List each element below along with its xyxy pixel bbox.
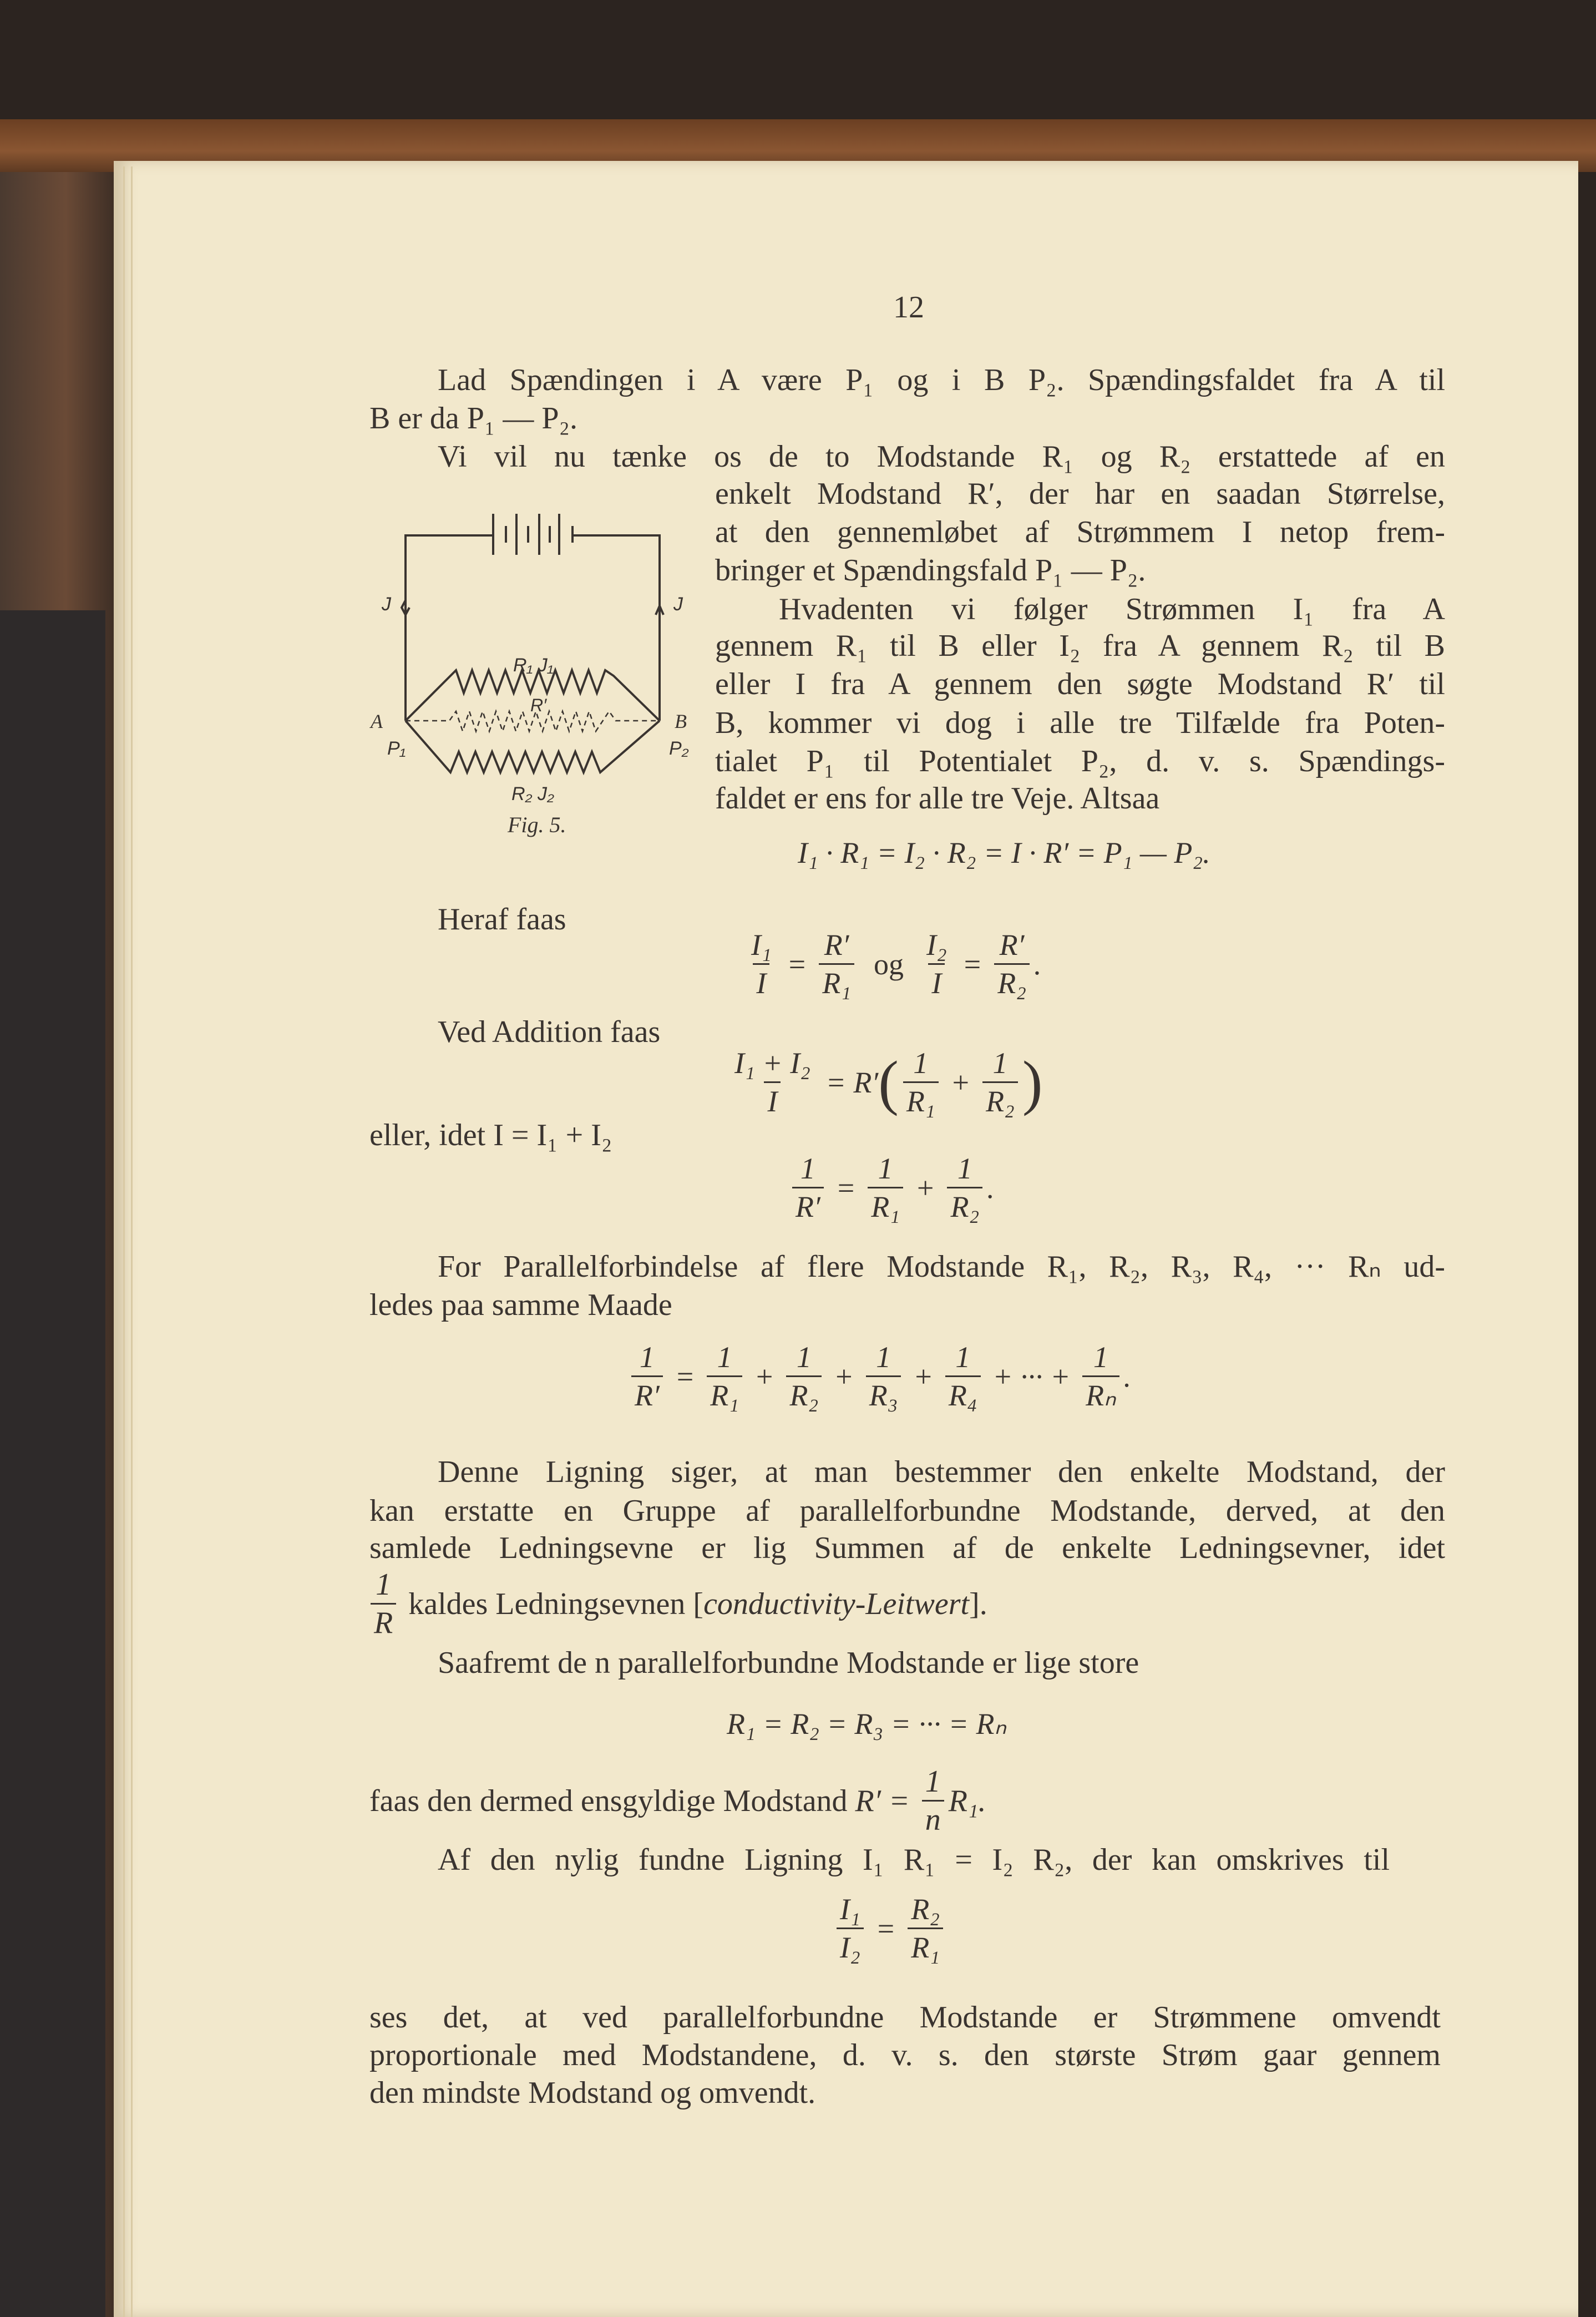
math-term: + (943, 1065, 979, 1099)
text-line: Saafremt de n parallelforbundne Modstande er lige store (438, 1646, 1139, 1680)
text-line: proportionale med Modstandene, d. v. s. den største Strøm gaar gennem (369, 2038, 1441, 2072)
label-node-a: A (371, 710, 383, 732)
text-line: eller I fra A gennem den søgte Modstand R′ til (715, 667, 1445, 701)
math-term: = (779, 947, 815, 981)
fraction (903, 1046, 939, 1119)
text-line: at den gennemløbet af Strømmem I netop frem- (715, 515, 1445, 549)
fraction-numerator: 1 (717, 1340, 732, 1374)
fraction-denominator: R₃ (866, 1375, 901, 1413)
text-run: faas den dermed ensgyldige Modstand (369, 1783, 855, 1818)
page-edge-line (123, 166, 125, 2317)
fraction-numerator: 1 (878, 1152, 893, 1185)
text-line: enkelt Modstand R′, der har en saadan Størrelse, (715, 477, 1445, 511)
fraction (707, 1340, 742, 1413)
fraction-denominator: R′ (631, 1375, 663, 1413)
fraction-numerator: 1 (639, 1340, 655, 1374)
fraction-numerator: 1 (796, 1340, 812, 1374)
equation-current-ratios (743, 928, 1041, 1000)
fraction-numerator: 1 (992, 1046, 1008, 1080)
fraction-denominator: R′ (792, 1187, 824, 1224)
math-term: + (908, 1171, 943, 1205)
fraction-numerator: I₁ (840, 1893, 860, 1926)
label-r1: R₁ J₁ (513, 655, 554, 676)
text-line: B, kommer vi dog i alle tre Tilfælde fra Poten- (715, 706, 1445, 740)
fraction (631, 1340, 663, 1413)
label-current-right: J (673, 594, 683, 615)
fraction-denominator: R₁ (707, 1375, 742, 1413)
math-term: conductivity-Leitwert (703, 1586, 970, 1621)
resistor-r2 (406, 721, 660, 772)
math-term: R₁ = R₂ = R₃ = ··· = Rₙ (727, 1707, 1007, 1741)
fraction (866, 1340, 901, 1413)
page-edge-line (131, 166, 133, 2317)
fraction (868, 1151, 903, 1224)
text-line: samlede Ledningsevne er lig Summen af de enkelte Ledningsevner, idet (369, 1531, 1445, 1565)
conductance-definition (366, 1567, 987, 1640)
fraction-numerator: 1 (800, 1152, 815, 1185)
text-run: og (858, 947, 919, 981)
fraction (923, 928, 950, 1000)
fraction (922, 1764, 944, 1837)
fraction (945, 1340, 981, 1413)
fraction (371, 1567, 396, 1640)
fraction (982, 1046, 1018, 1119)
math-term: = (667, 1359, 703, 1393)
math-term: . (987, 1171, 995, 1205)
page-number: 12 (893, 290, 924, 325)
text-line: faldet er ens for alle tre Veje. Altsaa (715, 781, 1160, 816)
circuit-diagram (355, 488, 716, 877)
fraction-numerator: R′ (999, 928, 1025, 962)
fraction-denominator: I (753, 963, 769, 1000)
figure-caption: Fig. 5. (508, 812, 566, 837)
math-term: = (954, 947, 990, 981)
fraction-denominator: R₁ (908, 1928, 943, 1965)
text-line: Af den nylig fundne Ligning I₁ R₁ = I₂ R₂, der kan omskrives til (438, 1843, 1390, 1877)
fraction-numerator: I₁ + I₂ (734, 1046, 810, 1080)
text-line: Lad Spændingen i A være P₁ og i B P₂. Spændingsfaldet fra A til (438, 363, 1445, 397)
fraction (786, 1340, 822, 1413)
text-line: B er da P₁ — P₂. (369, 401, 578, 436)
text-line: For Parallelforbindelse af flere Modstande R₁, R₂, R₃, R₄, ··· Rₙ ud- (438, 1249, 1445, 1284)
text-line: ses det, at ved parallelforbundne Modstande er Strømmene omvendt (369, 2000, 1441, 2035)
equation-two-parallel (788, 1151, 995, 1224)
fraction-denominator: I₂ (837, 1928, 864, 1965)
equation-addition (727, 1046, 1042, 1119)
fraction (908, 1892, 943, 1965)
text-line: bringer et Spændingsfald P₁ — P₂. (715, 553, 1146, 588)
fraction (748, 928, 775, 1000)
label-r-prime: R′ (530, 695, 547, 715)
text-run: kaldes Ledningsevnen [ (401, 1586, 704, 1621)
equation-equal-resistances (727, 1707, 1006, 1740)
text-line: Denne Ligning siger, at man bestemmer den enkelte Modstand, der (438, 1455, 1445, 1489)
math-term: = (828, 1171, 864, 1205)
math-term: + (905, 1359, 941, 1393)
text-line: Hvadenten vi følger Strømmen I₁ fra A (779, 592, 1445, 626)
fraction (994, 928, 1030, 1000)
battery-icon (493, 514, 572, 555)
fraction (819, 928, 854, 1000)
fraction-denominator: R₁ (819, 963, 854, 1000)
book-cover-cloth (0, 610, 105, 2317)
fraction-numerator: 1 (376, 1567, 392, 1602)
text-line: Ved Addition faas (438, 1015, 661, 1049)
math-term: + ··· + (985, 1359, 1078, 1393)
math-term: + (826, 1359, 862, 1393)
fraction-numerator: 1 (913, 1046, 929, 1080)
fraction-denominator: n (922, 1800, 944, 1837)
label-node-b: B (675, 710, 687, 732)
math-term: I₁ · R₁ = I₂ · R₂ = I · R′ = P₁ — P₂. (798, 836, 1210, 869)
fraction-numerator: R₂ (911, 1893, 940, 1926)
fraction-denominator: R₁ (868, 1187, 903, 1224)
fraction-denominator: R₂ (947, 1187, 982, 1224)
fraction-numerator: 1 (957, 1152, 972, 1185)
fraction-denominator: I (764, 1081, 781, 1119)
text-line: gennem R₁ til B eller I₂ fra A gennem R₂ til B (715, 629, 1445, 663)
fraction (731, 1046, 814, 1119)
fraction-denominator: R₄ (945, 1375, 981, 1413)
math-term: . (1123, 1359, 1132, 1393)
text-line: tialet P₁ til Potentialet P₂, d. v. s. Spændings- (715, 744, 1445, 778)
math-term: R′ = (855, 1783, 918, 1818)
equation-equivalent-resistance (369, 1764, 986, 1837)
equation-inverse-proportion (832, 1892, 948, 1965)
fraction (947, 1151, 982, 1224)
fraction-numerator: 1 (925, 1764, 941, 1799)
math-term: + (747, 1359, 782, 1393)
math-term: . (1033, 947, 1042, 981)
text-line: Heraf faas (438, 902, 566, 937)
fraction-denominator: R₂ (994, 963, 1030, 1000)
math-term: = R′ (818, 1065, 879, 1099)
fraction-numerator: 1 (955, 1340, 971, 1374)
label-r2: R₂ J₂ (511, 783, 554, 805)
label-current-left: J (382, 594, 391, 615)
equation-n-parallel (627, 1340, 1131, 1413)
fraction (792, 1151, 824, 1224)
fraction-denominator: R₂ (786, 1375, 822, 1413)
fraction (1082, 1340, 1119, 1413)
fraction-numerator: 1 (1093, 1340, 1108, 1374)
fraction-numerator: I₁ (751, 928, 772, 962)
label-potential-b: P₂ (669, 738, 689, 759)
text-line: eller, idet I = I₁ + I₂ (369, 1118, 612, 1152)
math-term: = (868, 1911, 904, 1945)
equation-ohm-equal-drops (798, 836, 1210, 869)
math-term: R₁. (948, 1783, 986, 1818)
fraction-numerator: 1 (876, 1340, 891, 1374)
fraction-denominator: Rₙ (1082, 1375, 1119, 1413)
text-line: kan erstatte en Gruppe af parallelforbundne Modstande, derved, at den (369, 1494, 1445, 1528)
fraction-denominator: R (371, 1603, 396, 1640)
text-line: den mindste Modstand og omvendt. (369, 2076, 816, 2110)
fraction-denominator: I (928, 963, 945, 1000)
label-potential-a: P₁ (387, 738, 406, 759)
text-line: Vi vil nu tænke os de to Modstande R₁ og R₂ erstattede af en (438, 439, 1445, 474)
parenthesis: ) (1022, 1048, 1043, 1116)
fraction-numerator: R′ (824, 928, 849, 962)
parenthesis: ( (878, 1048, 899, 1116)
text-line: ledes paa samme Maade (369, 1288, 672, 1322)
fraction-denominator: R₂ (982, 1081, 1018, 1119)
fraction (837, 1892, 864, 1965)
text-run: ]. (969, 1586, 987, 1621)
wire-right (572, 535, 660, 721)
fraction-numerator: I₂ (926, 928, 947, 962)
fraction-denominator: R₁ (903, 1081, 939, 1119)
